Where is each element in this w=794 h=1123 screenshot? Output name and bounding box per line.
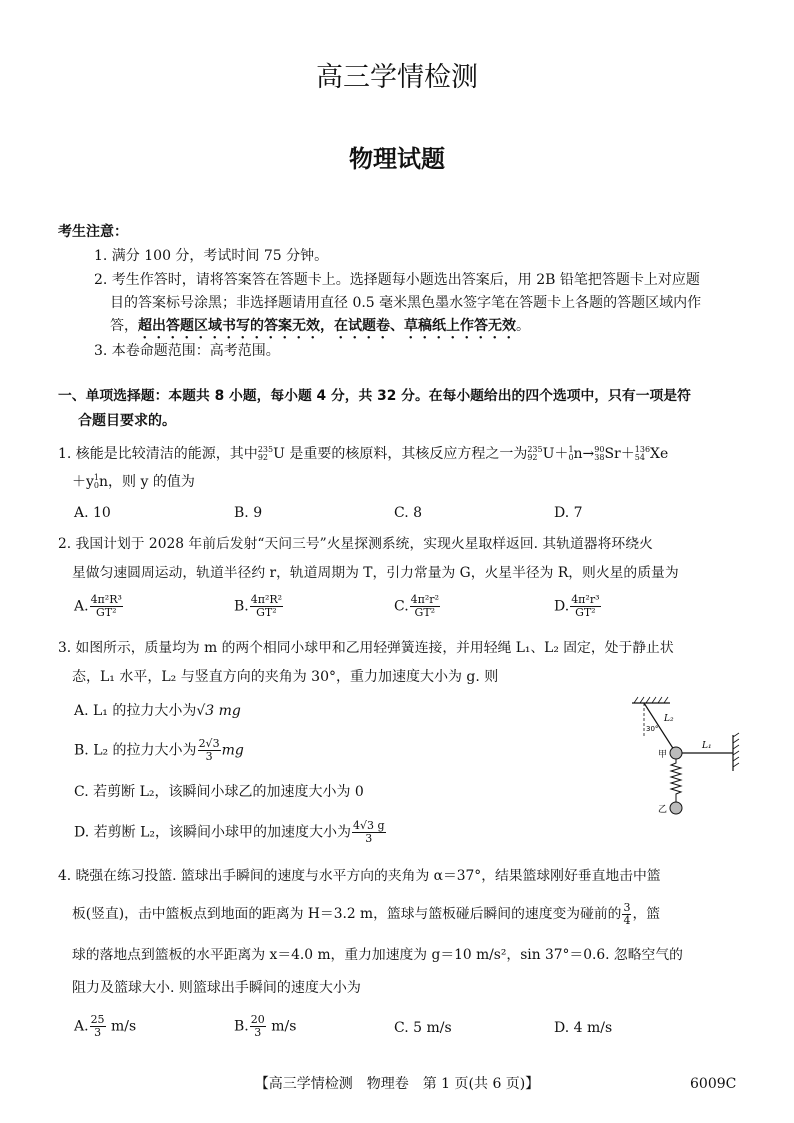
q3-b-den: 3 xyxy=(205,750,213,763)
q2-c-num: 4π²r² xyxy=(410,593,439,606)
q1-u-charge: 92 xyxy=(257,453,268,462)
fig-label-yi: 乙 xyxy=(658,805,668,815)
q3-a-text: A. L₁ 的拉力大小为 xyxy=(74,703,197,719)
q3-option-a[interactable] xyxy=(74,701,241,721)
q1-text-a: 1. 核能是比较清洁的能源，其中 xyxy=(58,446,258,462)
q3-b-text: B. L₂ 的拉力大小为 xyxy=(74,742,197,759)
question-1-line1 xyxy=(58,444,668,464)
q1-option-b[interactable]: B. 9 xyxy=(234,505,263,521)
question-3-line1: 3. 如图所示，质量均为 m 的两个相同小球甲和乙用轻弹簧连接，并用轻绳 L₁、L₂ 固定，处于静止状 xyxy=(58,640,674,656)
q2-a-den: GT² xyxy=(95,606,117,619)
q4-a-num: 25 xyxy=(90,1013,105,1026)
question-4-line2 xyxy=(72,902,660,927)
question-2-line1: 2. 我国计划于 2028 年前后发射“天问三号”火星探测系统，实现火星取样返回. 其轨道器将环绕火 xyxy=(58,536,653,552)
q1-text-f: Xe xyxy=(650,446,669,462)
q1-option-c[interactable]: C. 8 xyxy=(394,505,423,521)
q3-b-num: 2√3 xyxy=(198,737,220,750)
q1-text-y: ＋y xyxy=(72,474,94,490)
q2-option-a[interactable] xyxy=(74,594,124,619)
notice-item-1: 1. 满分 100 分，考试时间 75 分钟。 xyxy=(94,248,329,264)
q1-sr-charge: 38 xyxy=(594,453,605,462)
q1-n2-mass: 1 xyxy=(93,473,100,482)
question-4-line4: 阻力及篮球大小. 则篮球出手瞬间的速度大小为 xyxy=(72,980,361,996)
q2-c-den: GT² xyxy=(414,606,436,619)
q3-figure xyxy=(620,695,745,820)
q4-line2-text: 板(竖直)，击中篮板点到地面的距离为 H＝3.2 m，篮球与篮板碰后瞬间的速度变为碰前的 xyxy=(72,906,622,922)
q1-xe-charge: 54 xyxy=(634,453,645,462)
page-subtitle: 物理试题 xyxy=(349,145,445,173)
q2-a-label: A. xyxy=(74,598,89,615)
question-1-line2 xyxy=(72,472,195,492)
notice-heading: 考生注意： xyxy=(58,224,128,240)
q2-option-c[interactable] xyxy=(394,594,441,619)
ball-yi xyxy=(670,802,682,814)
q1-n2-charge: 0 xyxy=(93,481,100,490)
fig-label-l2: L₂ xyxy=(664,714,674,724)
q4-b-unit: m/s xyxy=(271,1018,297,1035)
q2-d-num: 4π²r³ xyxy=(571,593,600,606)
q1-u2-mass: 235 xyxy=(527,445,543,454)
q1-sr-mass: 90 xyxy=(594,445,605,454)
question-3-line2: 态，L₁ 水平，L₂ 与竖直方向的夹角为 30°，重力加速度大小为 g. 则 xyxy=(72,669,499,685)
fig-label-angle: 30° xyxy=(646,725,659,733)
notice-item-2-end: 。 xyxy=(516,318,530,334)
q4-option-c[interactable]: C. 5 m/s xyxy=(394,1020,452,1036)
q2-option-b[interactable] xyxy=(234,594,284,619)
q3-d-num: 4√3 g xyxy=(352,819,385,832)
q1-u-mass: 235 xyxy=(257,445,274,454)
fig-label-jia: 甲 xyxy=(658,750,668,760)
paper-code: 6009C xyxy=(690,1076,737,1092)
page-footer: 【高三学情检测 物理卷 第 1 页(共 6 页)】 xyxy=(254,1076,540,1092)
q2-d-label: D. xyxy=(554,598,570,615)
question-2-line2: 星做匀速圆周运动，轨道半径约 r，轨道周期为 T，引力常量为 G，火星半径为 R，则火星的质量为 xyxy=(72,565,679,581)
q2-b-num: 4π²R² xyxy=(250,593,283,606)
q4-option-d[interactable]: D. 4 m/s xyxy=(554,1020,613,1036)
q1-xe-mass: 136 xyxy=(634,445,651,454)
q1-n-mass: 1 xyxy=(568,445,574,454)
question-4-line3: 球的落地点到篮板的水平距离为 x＝4.0 m，重力加速度为 g＝10 m/s²，sin 37°＝0.6. 忽略空气的 xyxy=(72,947,683,963)
fig-label-l1: L₁ xyxy=(702,741,712,751)
notice-item-3: 3. 本卷命题范围：高考范围。 xyxy=(94,343,280,359)
q3-a-value: √3 mg xyxy=(196,703,241,719)
q4-option-b[interactable] xyxy=(234,1014,296,1039)
q1-text-e: Sr＋ xyxy=(604,446,635,462)
q2-a-num: 4π²R³ xyxy=(90,593,122,606)
q4-line2-tail: ，篮 xyxy=(632,906,661,922)
notice-item-2-line2: 目的答案标号涂黑；非选择题请用直径 0.5 毫米黑色墨水签字笔在答题卡上各题的答题区域内作 xyxy=(110,295,702,311)
q4-frac-den: 4 xyxy=(623,914,631,927)
q3-d-text: D. 若剪断 L₂，该瞬间小球甲的加速度大小为 xyxy=(74,824,351,841)
q4-b-label: B. xyxy=(234,1018,249,1035)
q2-c-label: C. xyxy=(394,598,409,615)
q4-a-den: 3 xyxy=(94,1026,102,1039)
section-heading-line2: 合题目要求的。 xyxy=(78,413,176,429)
q2-b-den: GT² xyxy=(256,606,277,619)
q4-b-den: 3 xyxy=(254,1026,262,1039)
question-4-line1: 4. 晓强在练习投篮. 篮球出手瞬间的速度与水平方向的夹角为 α＝37°，结果篮球刚好垂直地击中篮 xyxy=(58,868,661,884)
q1-u2-charge: 92 xyxy=(527,453,538,462)
q3-b-tail: mg xyxy=(221,742,244,759)
q1-text-c: U＋ xyxy=(542,446,569,462)
section-heading-line1: 一、单项选择题：本题共 8 小题，每小题 4 分，共 32 分。在每小题给出的四个选项中，只有一项是符 xyxy=(58,388,691,404)
q3-option-b[interactable] xyxy=(74,738,244,763)
q2-d-den: GT² xyxy=(575,606,596,619)
notice-item-2-line1: 2. 考生作答时，请将答案答在答题卡上。选择题每小题选出答案后，用 2B 铅笔把答题卡上对应题 xyxy=(94,272,700,288)
q4-frac-num: 3 xyxy=(623,901,631,914)
ball-jia xyxy=(670,747,682,759)
q4-a-unit: m/s xyxy=(111,1018,137,1035)
notice-warning: 超出答题区域书写的答案无效，在试题卷、草稿纸上作答无效 xyxy=(138,318,516,334)
q1-option-a[interactable]: A. 10 xyxy=(74,505,111,521)
q4-b-num: 20 xyxy=(250,1013,265,1026)
q4-a-label: A. xyxy=(74,1018,89,1035)
q3-option-c[interactable]: C. 若剪断 L₂，该瞬间小球乙的加速度大小为 0 xyxy=(74,784,364,800)
q3-d-den: 3 xyxy=(365,832,373,845)
notice-item-2-pre: 答， xyxy=(110,318,138,334)
q2-option-d[interactable] xyxy=(554,594,602,619)
q1-n-charge: 0 xyxy=(568,453,574,462)
q3-option-d[interactable] xyxy=(74,820,387,845)
q1-option-d[interactable]: D. 7 xyxy=(554,505,583,521)
q1-text-d: n→ xyxy=(573,446,595,462)
q1-text-b: U 是重要的核原料，其核反应方程之一为 xyxy=(273,446,528,462)
notice-item-2-line3 xyxy=(110,316,530,342)
q4-option-a[interactable] xyxy=(74,1014,136,1039)
page-title: 高三学情检测 xyxy=(316,62,478,93)
q2-b-label: B. xyxy=(234,598,249,615)
q1-text-tail: n，则 y 的值为 xyxy=(99,474,195,490)
